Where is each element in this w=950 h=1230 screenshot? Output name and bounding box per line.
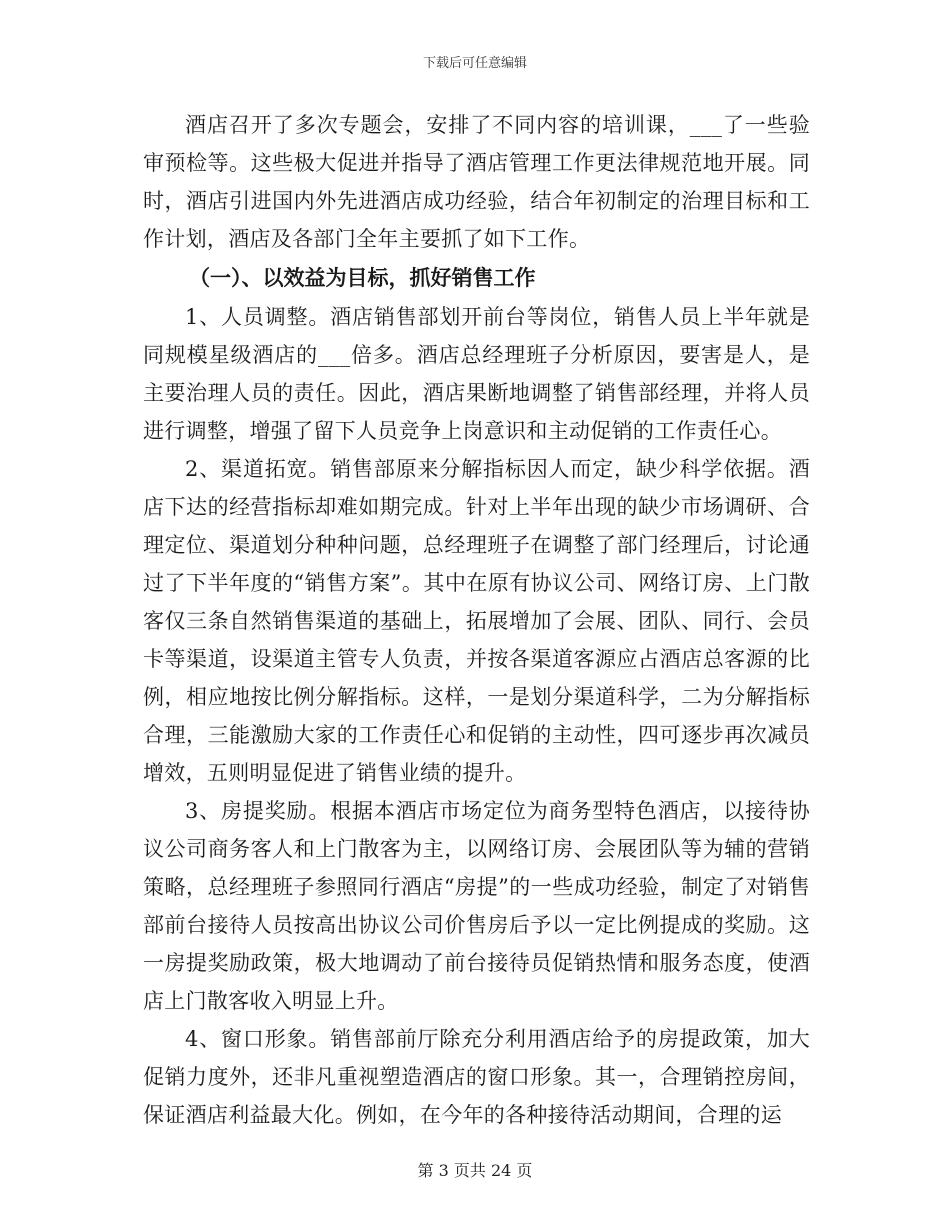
paragraph-window-image: 4、窗口形象。销售部前厅除充分利用酒店给予的房提政策，加大促销力度外，还非凡重视塑造酒店的窗口形象。其一，合理销控房间，保证酒店利益最大化。例如，在今年的各种接待活动期间，合理的运	[143, 1027, 810, 1127]
paragraph-room-commission: 3、房提奖励。根据本酒店市场定位为商务型特色酒店，以接待协议公司商务客人和上门散客为主，以网络订房、会展团队等为辅的营销策略，总经理班子参照同行酒店“房提”的一些成功经验，制定了对销售部前台接待人员按高出协议公司价售房后予以一定比例提成的奖励。这一房提奖励政策，极大地调动了前台接待员促销热情和服务态度，使酒店上门散客收入明显上升。	[143, 799, 810, 1013]
section-heading: （一）、以效益为目标，抓好销售工作	[189, 265, 536, 290]
paragraph-staff-adjustment: 1、人员调整。酒店销售部划开前台等岗位，销售人员上半年就是同规模星级酒店的___倍多。酒店总经理班子分析原因，要害是人，是主要治理人员的责任。因此，酒店果断地调整了销售部经理，并将人员进行调整，增强了留下人员竞争上岗意识和主动促销的工作责任心。	[143, 305, 810, 443]
document-body	[143, 106, 810, 1134]
page-header: 下载后可任意编辑	[422, 56, 527, 71]
paragraph-intro: 酒店召开了多次专题会，安排了不同内容的培训课，___了一些验审预检等。这些极大促进并指导了酒店管理工作更法律规范地开展。同时，酒店引进国内外先进酒店成功经验，结合年初制定的治理目标和工作计划，酒店及各部门全年主要抓了如下工作。	[143, 113, 810, 251]
page-number: 第 3 页共 24 页	[417, 1161, 533, 1180]
paragraph-channel-expansion: 2、渠道拓宽。销售部原来分解指标因人而定，缺少科学依据。酒店下达的经营指标却难如期完成。针对上半年出现的缺少市场调研、合理定位、渠道划分种种问题，总经理班子在调整了部门经理后，讨论通过了下半年度的“销售方案”。其中在原有协议公司、网络订房、上门散客仅三条自然销售渠道的基础上，拓展增加了会展、团队、同行、会员卡等渠道，设渠道主管专人负责，并按各渠道客源应占酒店总客源的比例，相应地按比例分解指标。这样，一是划分渠道科学，二为分解指标合理，三能激励大家的工作责任心和促销的主动性，四可逐步再次减员增效，五则明显促进了销售业绩的提升。	[143, 457, 810, 785]
